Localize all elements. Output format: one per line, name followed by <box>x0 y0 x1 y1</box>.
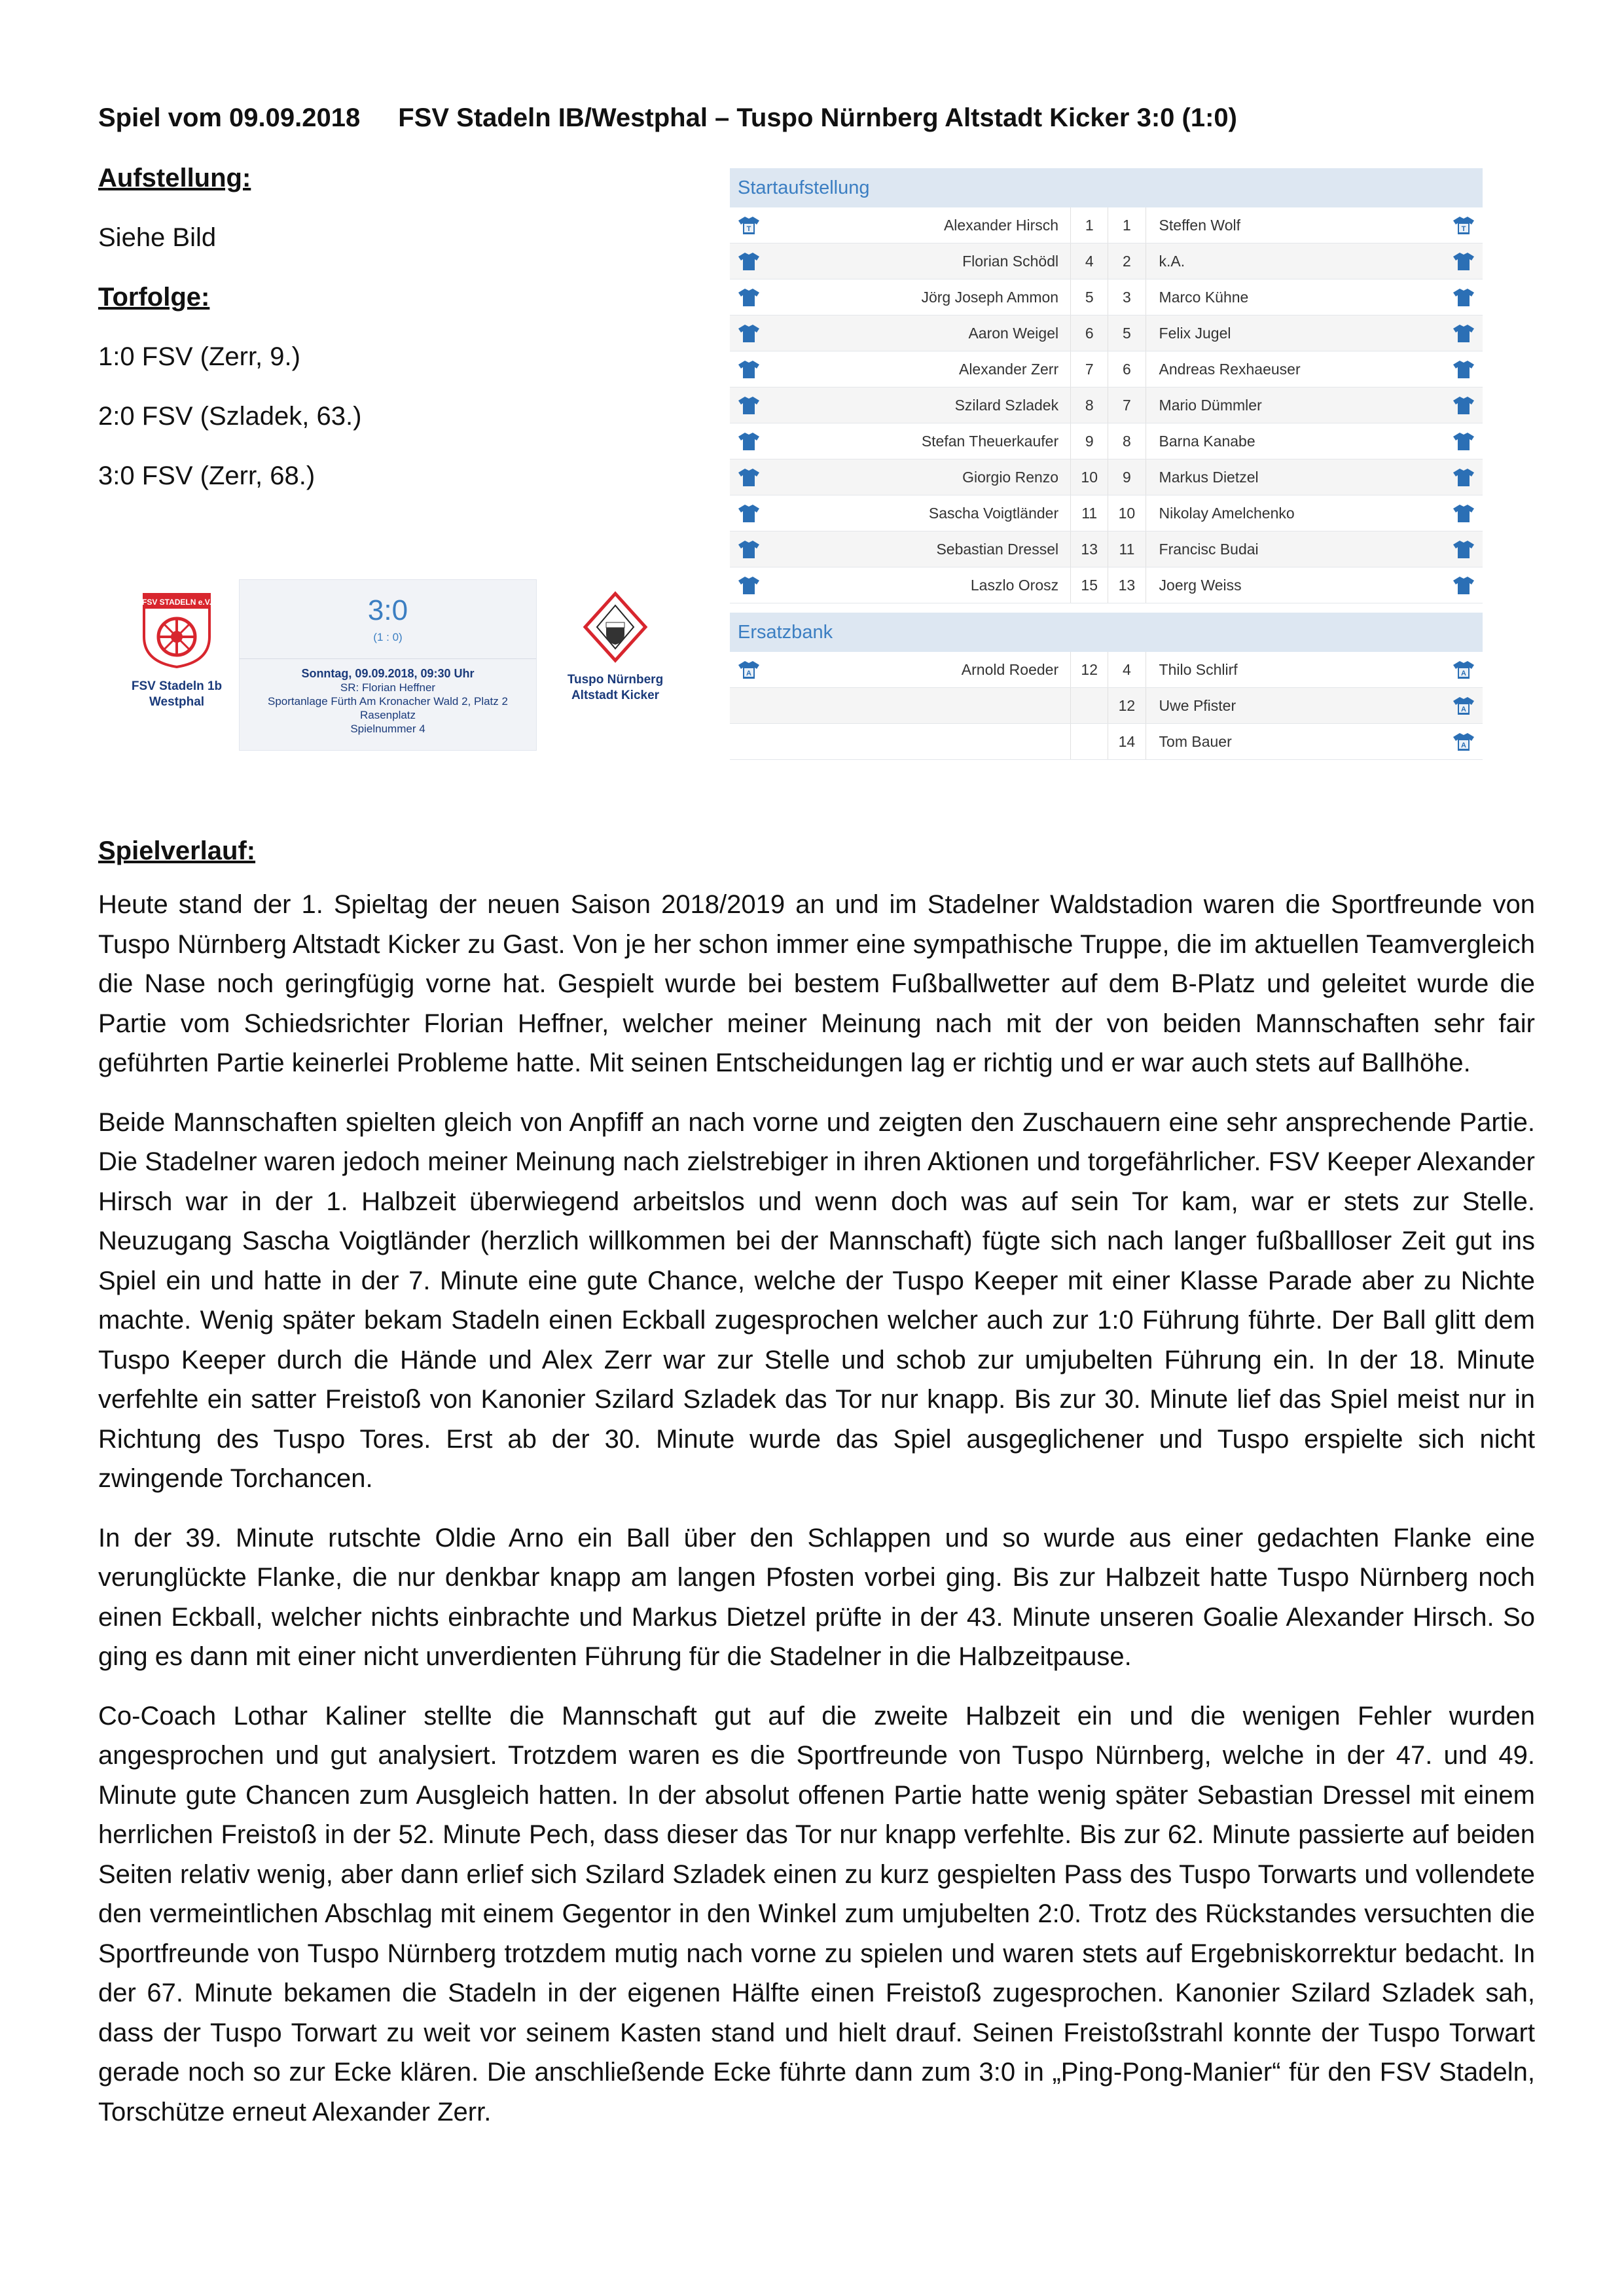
match-report <box>98 885 1535 2151</box>
away-number: 13 <box>1108 567 1145 603</box>
away-number: 8 <box>1108 423 1145 459</box>
jersey-icon <box>1453 359 1475 379</box>
lineup-table <box>730 168 1483 760</box>
away-player: Tom Bauer <box>1146 724 1445 759</box>
start-lineup-title: Startaufstellung <box>730 168 1483 207</box>
away-number: 11 <box>1108 531 1145 567</box>
home-badge-text: FSV STADELN e.V. <box>141 598 212 607</box>
jersey-icon <box>1453 575 1475 595</box>
home-number: 1 <box>1070 207 1108 243</box>
lineup-row <box>730 243 1483 279</box>
final-score: 3:0 <box>367 594 408 626</box>
divider <box>240 658 536 659</box>
away-jersey <box>1445 395 1483 415</box>
home-player: Alexander Hirsch <box>943 216 1059 234</box>
away-number: 2 <box>1108 243 1145 279</box>
jersey-mark: A <box>1461 706 1467 713</box>
jersey-mark: T <box>1462 225 1466 233</box>
home-player: Laszlo Orosz <box>970 576 1059 594</box>
jersey-icon <box>1453 431 1475 451</box>
away-number: 7 <box>1108 387 1145 423</box>
jersey-icon <box>1453 503 1475 523</box>
home-number: 12 <box>1070 652 1108 687</box>
home-number: 10 <box>1070 459 1108 495</box>
goal-2: 2:0 FSV (Szladek, 63.) <box>98 402 362 431</box>
home-player: Florian Schödl <box>962 252 1059 270</box>
away-jersey <box>1445 467 1483 487</box>
away-jersey <box>1445 431 1483 451</box>
report-paragraph: Heute stand der 1. Spieltag der neuen Saison 2018/2019 an und im Stadelner Waldstadion waren die Sportfreunde von Tuspo Nürnberg Altstadt Kicker zu Gast. Von je her schon immer eine sympathische Truppe, die im aktuellen Teamvergleich die Nase noch geringfügig vorne hat. Gespielt wurde bei bestem Fußballwetter auf dem B-Platz und geleitet wurde die Partie vom Schiedsrichter Florian Heffner, welcher meiner Meinung nach mit der von beiden Mannschaften sehr fair geführten Partie keinerlei Probleme hatte. Mit seinen Entscheidungen lag er richtig und er war auch stets auf Ballhöhe. <box>98 890 1535 1077</box>
away-jersey <box>1445 660 1483 679</box>
home-jersey <box>730 215 767 235</box>
jersey-icon <box>738 539 760 559</box>
jersey-icon <box>738 251 760 271</box>
report-heading: Spielverlauf: <box>98 836 256 865</box>
surface: Rasenplatz <box>359 709 416 721</box>
jersey-icon <box>738 503 760 523</box>
home-number <box>1070 688 1108 723</box>
jersey-icon <box>1453 539 1475 559</box>
jersey-icon <box>1453 660 1475 679</box>
away-jersey <box>1445 503 1483 523</box>
lineup-row <box>730 351 1483 387</box>
away-player: Nikolay Amelchenko <box>1146 495 1445 531</box>
jersey-icon <box>738 323 760 343</box>
score-widget <box>118 579 674 751</box>
halftime-score: (1 : 0) <box>373 631 403 643</box>
lineup-row <box>730 387 1483 423</box>
home-jersey <box>730 539 767 559</box>
away-number: 14 <box>1108 724 1145 759</box>
venue: Sportanlage Fürth Am Kronacher Wald 2, Platz 2 <box>268 695 508 708</box>
home-player: Giorgio Renzo <box>962 468 1059 486</box>
away-player: Barna Kanabe <box>1146 423 1445 459</box>
home-number: 13 <box>1070 531 1108 567</box>
home-jersey <box>730 395 767 415</box>
jersey-mark: A <box>1461 742 1467 749</box>
home-club-name: FSV Stadeln 1b Westphal <box>131 679 223 709</box>
goal-3: 3:0 FSV (Zerr, 68.) <box>98 461 316 490</box>
jersey-icon <box>738 575 760 595</box>
away-jersey <box>1445 575 1483 595</box>
away-number: 5 <box>1108 315 1145 351</box>
home-player: Sebastian Dressel <box>936 540 1059 558</box>
home-number: 11 <box>1070 495 1108 531</box>
home-club <box>118 579 236 751</box>
home-player: Alexander Zerr <box>958 360 1059 378</box>
jersey-icon <box>1453 215 1475 235</box>
match-info <box>98 164 687 521</box>
home-number: 6 <box>1070 315 1108 351</box>
home-jersey <box>730 660 767 679</box>
lineup-row <box>730 567 1483 603</box>
away-player: Markus Dietzel <box>1146 459 1445 495</box>
report-paragraph: Co-Coach Lothar Kaliner stellte die Mannschaft gut auf die zweite Halbzeit ein und die wenigen Fehler wurden angesprochen und gut analysiert. Trotzdem waren es die Sportfreunde von Tuspo Nürnberg, welche in der 47. und 49. Minute gute Chancen zum Ausgleich hatten. In der absolut offenen Partie hatte wenig später Sebastian Dressel mit einem herrlichen Freistoß in der 52. Minute Pech, dass dieser das Tor nur knapp verfehlte. Bis zur 62. Minute passierte auf beiden Seiten relativ wenig, aber dann erlief sich Szilard Szladek einen zu kurz gespielten Pass des Tuspo Torwarts und vollendete den vermeintlichen Abschlag mit einem Gegentor in den Winkel zum umjubelten 2:0. Trotz des Rückstandes versuchten die Sportfreunde von Tuspo Nürnberg trotzdem mutig nach vorne zu spielen und waren stets auf Ergebniskorrektur bedacht. In der 67. Minute bekamen die Stadeln in der eigenen Hälfte einen Freistoß zugesprochen. Kanonier Szilard Szladek sah, dass der Tuspo Torwart zu weit vor seinem Kasten stand und hielt drauf. Seinen Freistoßstrahl konnte der Tuspo Torwart gerade noch so zur Ecke klären. Die anschließende Ecke führte dann zum 3:0 in „Ping-Pong-Manier“ für den FSV Stadeln, Torschütze erneut Alexander Zerr. <box>98 1701 1535 2126</box>
jersey-icon <box>1453 323 1475 343</box>
away-jersey <box>1445 696 1483 715</box>
away-player: Joerg Weiss <box>1146 567 1445 603</box>
lineup-row <box>730 279 1483 315</box>
lineup-text: Siehe Bild <box>98 223 217 252</box>
away-club-name: Tuspo Nürnberg Altstadt Kicker <box>567 673 664 702</box>
lineup-row <box>730 459 1483 495</box>
jersey-mark: A <box>1461 670 1467 677</box>
jersey-icon <box>738 660 760 679</box>
away-number: 10 <box>1108 495 1145 531</box>
away-jersey <box>1445 215 1483 235</box>
home-jersey <box>730 287 767 307</box>
lineup-row <box>730 423 1483 459</box>
home-player: Stefan Theuerkaufer <box>921 432 1059 450</box>
home-number: 8 <box>1070 387 1108 423</box>
jersey-icon <box>738 431 760 451</box>
referee: SR: Florian Heffner <box>340 681 436 694</box>
away-jersey <box>1445 251 1483 271</box>
home-jersey <box>730 359 767 379</box>
away-number: 3 <box>1108 279 1145 315</box>
away-player: Andreas Rexhaeuser <box>1146 351 1445 387</box>
lineup-row <box>730 688 1483 724</box>
away-number: 6 <box>1108 351 1145 387</box>
home-number <box>1070 724 1108 759</box>
bench-rows <box>730 652 1483 760</box>
away-jersey <box>1445 732 1483 751</box>
home-jersey <box>730 467 767 487</box>
lineup-row <box>730 531 1483 567</box>
tuspo-crest-icon <box>583 591 648 663</box>
home-number: 15 <box>1070 567 1108 603</box>
jersey-icon <box>1453 287 1475 307</box>
home-number: 9 <box>1070 423 1108 459</box>
lineup-row <box>730 652 1483 688</box>
home-jersey <box>730 251 767 271</box>
lineup-row <box>730 315 1483 351</box>
jersey-mark: A <box>746 670 751 677</box>
away-player: Francisc Budai <box>1146 531 1445 567</box>
fsv-stadeln-crest-icon <box>141 591 213 670</box>
home-player: Szilard Szladek <box>954 396 1059 414</box>
home-jersey <box>730 431 767 451</box>
match-title: FSV Stadeln IB/Westphal – Tuspo Nürnberg Altstadt Kicker 3:0 (1:0) <box>398 103 1237 132</box>
jersey-icon <box>738 287 760 307</box>
lineup-row <box>730 495 1483 531</box>
report-paragraph: In der 39. Minute rutschte Oldie Arno ein Ball über den Schlappen und so wurde aus einer gedachten Flanke eine verunglückte Flanke, die nur denkbar knapp am langen Pfosten vorbei ging. Bis zur Halbzeit hatte Tuspo Nürnberg noch einen Eckball, welcher nichts einbrachte und Markus Dietzel prüfte in der 43. Minute unseren Goalie Alexander Hirsch. So ging es dann mit einer nicht unverdienten Führung für die Stadelner in die Halbzeitpause. <box>98 1523 1535 1671</box>
bench-title: Ersatzbank <box>730 613 1483 652</box>
jersey-icon <box>1453 467 1475 487</box>
away-player: Felix Jugel <box>1146 315 1445 351</box>
jersey-icon <box>738 359 760 379</box>
away-jersey <box>1445 539 1483 559</box>
away-player: Steffen Wolf <box>1146 207 1445 243</box>
home-number: 7 <box>1070 351 1108 387</box>
jersey-icon <box>738 215 760 235</box>
away-number: 9 <box>1108 459 1145 495</box>
jersey-icon <box>1453 395 1475 415</box>
report-paragraph: Beide Mannschaften spielten gleich von Anpfiff an nach vorne und zeigten den Zuschauern eine sehr ansprechende Partie. Die Stadelner waren jedoch meiner Meinung nach zielstrebiger in ihren Aktionen und torgefährlicher. FSV Keeper Alexander Hirsch war in der 1. Halbzeit überwiegend arbeitslos und wenn doch was auf sein Tor kam, war er stets zur Stelle. Neuzugang Sascha Voigtländer (herzlich willkommen bei der Mannschaft) fügte sich nach langer fußballloser Zeit gut ins Spiel ein und hatte in der 7. Minute eine gute Chance, welche der Tuspo Keeper mit einer Klasse Parade aber zu Nichte machte. Wenig später bekam Stadeln einen Eckball zugesprochen welcher auch zur 1:0 Führung führte. Der Ball glitt dem Tuspo Keeper durch die Hände und Alex Zerr war zur Stelle und schob zur umjubelten Führung ein. In der 18. Minute verfehlte ein satter Freistoß von Kanonier Szilard Szladek das Tor nur knapp. Bis zur 30. Minute lief das Spiel meist nur in Richtung des Tuspo Tores. Erst ab der 30. Minute wurde das Spiel ausgeglichener und Tuspo erspielte sich nicht zwingende Torchancen. <box>98 1107 1535 1493</box>
away-player: Thilo Schlirf <box>1146 652 1445 687</box>
start-lineup-rows <box>730 207 1483 603</box>
goals-heading: Torfolge: <box>98 283 210 312</box>
home-number: 4 <box>1070 243 1108 279</box>
jersey-icon <box>1453 696 1475 715</box>
home-jersey <box>730 575 767 595</box>
jersey-icon <box>738 467 760 487</box>
jersey-mark: T <box>746 225 751 233</box>
away-number: 4 <box>1108 652 1145 687</box>
jersey-icon <box>738 395 760 415</box>
lineup-row <box>730 724 1483 760</box>
away-jersey <box>1445 323 1483 343</box>
match-date: Spiel vom 09.09.2018 <box>98 103 361 132</box>
home-jersey <box>730 503 767 523</box>
match-header <box>98 103 1237 133</box>
away-jersey <box>1445 359 1483 379</box>
home-number: 5 <box>1070 279 1108 315</box>
game-number: Spielnummer 4 <box>350 723 425 735</box>
home-player: Arnold Roeder <box>961 660 1059 678</box>
away-player: Mario Dümmler <box>1146 387 1445 423</box>
away-jersey <box>1445 287 1483 307</box>
away-player: Uwe Pfister <box>1146 688 1445 723</box>
jersey-icon <box>1453 251 1475 271</box>
match-datetime: Sonntag, 09.09.2018, 09:30 Uhr <box>301 667 475 680</box>
lineup-row <box>730 207 1483 243</box>
away-number: 1 <box>1108 207 1145 243</box>
home-player: Sascha Voigtländer <box>928 504 1059 522</box>
home-jersey <box>730 323 767 343</box>
jersey-icon <box>1453 732 1475 751</box>
home-player: Jörg Joseph Ammon <box>921 288 1059 306</box>
away-player: Marco Kühne <box>1146 279 1445 315</box>
home-player: Aaron Weigel <box>968 324 1059 342</box>
away-number: 12 <box>1108 688 1145 723</box>
score-box <box>239 579 537 751</box>
goal-1: 1:0 FSV (Zerr, 9.) <box>98 342 300 371</box>
away-club <box>556 579 674 751</box>
away-player: k.A. <box>1146 243 1445 279</box>
lineup-heading: Aufstellung: <box>98 164 251 192</box>
